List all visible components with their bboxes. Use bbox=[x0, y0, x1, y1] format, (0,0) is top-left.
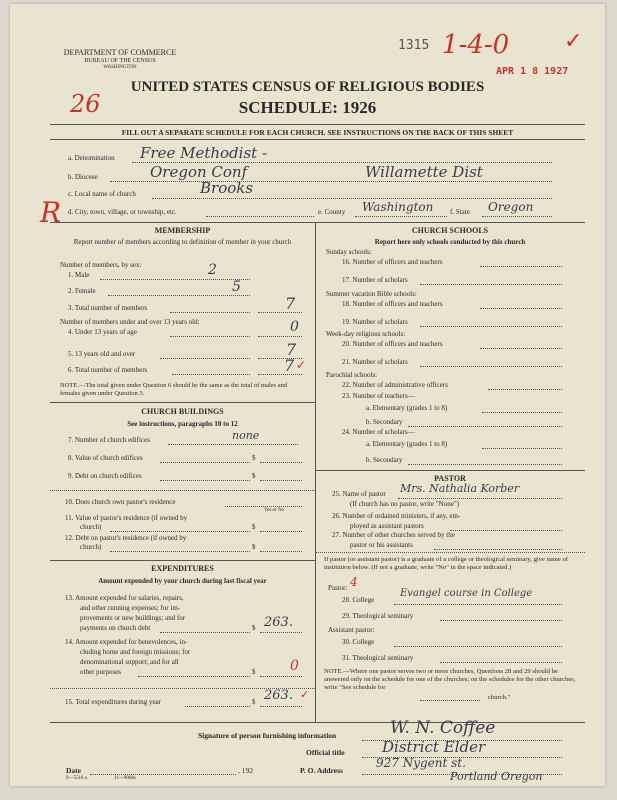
edifices-debt-label: 9. Debt on church edifices bbox=[68, 472, 142, 480]
expenditures-intro: Amount expended by your church during last fiscal year bbox=[98, 577, 267, 585]
membership-heading: MEMBERSHIP bbox=[154, 226, 211, 235]
instruction-banner: FILL OUT A SEPARATE SCHEDULE FOR EACH CHURCH. SEE INSTRUCTIONS ON THE BACK OF THIS SHEET bbox=[121, 128, 514, 137]
check-mark-icon: ✓ bbox=[564, 28, 583, 53]
teachers-elementary-label: a. Elementary (grades 1 to 8) bbox=[366, 404, 448, 412]
weekday-scholars-label: 21. Number of scholars bbox=[342, 358, 408, 366]
teachers-secondary-label: b. Secondary bbox=[366, 418, 403, 426]
official-title-value: District Elder bbox=[382, 738, 486, 756]
pastor-seminary-label: 29. Theological seminary bbox=[342, 612, 414, 620]
po-address-label: P. O. Address bbox=[300, 766, 343, 775]
file-number: 1-4-0 bbox=[442, 30, 510, 60]
membership-intro: Report number of members according to definition of member in your church bbox=[73, 238, 292, 246]
form-title: UNITED STATES CENSUS OF RELIGIOUS BODIES bbox=[130, 79, 485, 95]
pastor-heading: PASTOR bbox=[434, 474, 466, 483]
parochial-schools-label: Parochial schools: bbox=[326, 371, 378, 379]
pastor-name-label: 25. Name of pastor bbox=[332, 490, 386, 498]
city-town-label: d. City, town, village, or township, etc. bbox=[68, 208, 177, 216]
diocese-label: b. Diocese bbox=[68, 173, 98, 181]
edifices-value-label: 8. Value of church edifices bbox=[68, 454, 143, 462]
total-expenditures-label: 15. Total expenditures during year bbox=[65, 698, 161, 706]
scholars-elementary-label: a. Elementary (grades 1 to 8) bbox=[366, 440, 448, 448]
local-name-label: c. Local name of church bbox=[68, 190, 136, 198]
pastor-note: NOTE.—Where one pastor serves two or more churches, Questions 28 and 29 should be answered only on the schedule for one of the churches; on the schedules for the other churches, write "See schedule for bbox=[324, 668, 576, 691]
city-label: WASHINGTON bbox=[103, 65, 137, 70]
schools-heading: CHURCH SCHOOLS bbox=[411, 226, 489, 235]
scholars-label: 24. Number of scholars— bbox=[342, 428, 415, 436]
graduate-intro: If pastor (or assistant pastor) is a graduate of a college or theological seminary, give name of institution below. (If not a graduate, write "No" in the space indicated.) bbox=[324, 556, 569, 571]
members-by-age-label: Number of members under and over 13 years old: bbox=[60, 318, 200, 326]
edifices-count-value: none bbox=[232, 429, 260, 442]
margin-mark: R bbox=[40, 196, 62, 229]
po-address-city: Portland Oregon bbox=[450, 770, 543, 783]
date-label: Date bbox=[66, 766, 81, 775]
members-by-sex-label: Number of members, by sex: bbox=[60, 261, 142, 269]
under-13-label: 4. Under 13 years of age bbox=[68, 328, 137, 336]
total-expenditures-value: 263. bbox=[264, 688, 293, 703]
bureau-label: BUREAU OF THE CENSUS bbox=[84, 58, 156, 64]
residence-value-label: 11. Value of pastor's residence (if owned by bbox=[65, 514, 188, 522]
over-13-label: 5. 13 years old and over bbox=[68, 350, 136, 358]
department-label: DEPARTMENT OF COMMERCE bbox=[63, 48, 177, 57]
benevolences-label: 14. Amount expended for benevolences, in- bbox=[65, 638, 188, 646]
denomination-label: a. Denomination bbox=[68, 154, 115, 162]
census-schedule-sheet: DEPARTMENT OF COMMERCE BUREAU OF THE CENSUS WASHINGTON 1315 1-4-0 ✓ APR 1 8 1927 UNITED STATES CENSUS OF RELIGIOUS BODIES SCHEDULE: 1926 26 FILL OUT A SEPARATE SCHEDULE FOR EACH CHURCH. SEE INSTRUCTIONS ON THE BACK OF THIS SHEET R a. Denomination Free Methodist - b. Diocese Oregon Conf Willamette Dist c. Local name of church Brooks d. City, town, village, or township, etc. e. County Washington f. State Oregon MEMBERSHIP Report number of members according to definition of member in your church Number of members, by sex: 1. Male 2 2. Female 5 3. Total number of members 7 Number of members under and over 13 years old: 4. Under 13 years of age 0 5. 13 years old and over 7 6. Total number of members 7 ✓ NOTE.—The total given under Question 6 should be the same as the total of males and females given under Question 3. CHURCH BUILDINGS See instructions, paragraphs 10 to 12 7. Number of church edifices none 8. Value of church edifices $ 9. Debt on church edifices $ 10. Does church own pastor's residence Yes or No 11. Value of pastor's residence (if owned by church) $ 12. Debt on pastor's residence (if owned by church) $ EXPENDITURES Amount expended by your church during last fiscal year 13. Amount expended for salaries, repairs, and other running expenses; for im- provements or new buildings; and for payments on church debt $ 263. 14. Amount expended for benevolences, in- cluding home and foreign missions; for denominational support; and for all other purposes $ 0 15. Total expenditures during year $ 263. ✓ CHURCH SCHOOLS Report here only schools conducted by this church Sunday schools: 16. Number of officers and teachers 17. Number of scholars Summer vacation Bible schools: 18. Number of officers and teachers 19. Number of scholars Week-day religious schools: 20. Number of officers and teachers 21. Number of scholars Parochial schools: 22. Number of administrative officers 23. Number of teachers— a. Elementary (grades 1 to 8) b. Secondary 24. Number of scholars— a. Elementary (grades 1 to 8) b. Secondary PASTOR 25. Name of pastor Mrs. Nathalia Korber (If church has no pastor, write "None") 26. Number of ordained ministers, if any, em- ployed as assistant pastors 27. Number of other churches served by the pastor or his assistants If pastor (or assistant pastor) is a graduate of a college or theological seminary, give name of institution below. (If not a graduate, write "No" in the space indicated.) Pastor: 4 28. College Evangel course in College 29. Theological seminary Assistant pastor: 30. College 31. Theological seminary NOTE.—Where one pastor serves two or more churches, Questions 28 and 29 should be answered only on the schedule for one of the churches; on the schedules for the other churches, write "See schedule for church." Signature of person furnishing information W. N. Coffee Official title District Elder Date , 192 P. O. Address 927 Nygent st. Portland Oregon 9—5518 a 11—9068s bbox=[10, 4, 605, 786]
total-members-sex-label: 3. Total number of members bbox=[68, 304, 148, 312]
residence-debt-label: 12. Debt on pastor's residence (if owned by bbox=[65, 534, 187, 542]
received-date-stamp: APR 1 8 1927 bbox=[496, 66, 569, 77]
total-members-label: 6. Total number of members bbox=[68, 366, 148, 374]
pastor-sub-label: Pastor: bbox=[328, 584, 348, 592]
female-value: 5 bbox=[232, 279, 241, 295]
diocese-value: Oregon Conf bbox=[150, 163, 248, 181]
summer-officers-label: 18. Number of officers and teachers bbox=[342, 300, 443, 308]
male-label: 1. Male bbox=[68, 271, 90, 279]
total-members-value: 7 bbox=[284, 356, 295, 375]
teachers-label: 23. Number of teachers— bbox=[342, 392, 415, 400]
buildings-sub: See instructions, paragraphs 10 to 12 bbox=[127, 420, 238, 428]
running-expenses-value: 263. bbox=[264, 615, 293, 630]
no-pastor-hint: (If church has no pastor, write "None") bbox=[350, 500, 460, 508]
po-address-value: 927 Nygent st. bbox=[376, 756, 466, 770]
weekday-schools-label: Week-day religious schools: bbox=[326, 330, 406, 338]
summer-schools-label: Summer vacation Bible schools: bbox=[326, 290, 417, 298]
margin-number: 26 bbox=[70, 90, 101, 118]
form-number: 9—5518 a bbox=[66, 776, 87, 781]
denomination-value: Free Methodist - bbox=[140, 144, 268, 162]
female-label: 2. Female bbox=[68, 287, 96, 295]
male-value: 2 bbox=[208, 262, 217, 278]
county-label: e. County bbox=[318, 208, 346, 216]
pastor-college-value: Evangel course in College bbox=[400, 588, 533, 599]
total-expenditures-check-icon: ✓ bbox=[300, 689, 310, 701]
total-check-icon: ✓ bbox=[296, 358, 307, 372]
pastor-name-value: Mrs. Nathalia Korber bbox=[400, 482, 520, 495]
schools-intro: Report here only schools conducted by this church bbox=[374, 238, 526, 246]
admin-officers-label: 22. Number of administrative officers bbox=[342, 381, 448, 389]
official-title-label: Official title bbox=[306, 748, 345, 757]
assistant-seminary-label: 31. Theological seminary bbox=[342, 654, 414, 662]
pastor-college-label: 28. College bbox=[342, 596, 375, 604]
benevolences-value: 0 bbox=[290, 658, 299, 674]
total-members-sex-value: 7 bbox=[285, 294, 296, 313]
state-value: Oregon bbox=[488, 200, 534, 214]
yes-no-hint: Yes or No bbox=[264, 508, 285, 513]
signature-label: Signature of person furnishing information bbox=[198, 731, 337, 740]
sunday-schools-label: Sunday schools: bbox=[326, 248, 372, 256]
print-number: 11—9068s bbox=[114, 776, 136, 781]
summer-scholars-label: 19. Number of scholars bbox=[342, 318, 408, 326]
over-13-value: 7 bbox=[286, 340, 297, 359]
owns-residence-label: 10. Does church own pastor's residence bbox=[65, 498, 176, 506]
sunday-scholars-label: 17. Number of scholars bbox=[342, 276, 408, 284]
running-expenses-label: 13. Amount expended for salaries, repairs, bbox=[65, 594, 184, 602]
serial-number: 1315 bbox=[398, 38, 430, 53]
signature-value: W. N. Coffee bbox=[390, 718, 496, 738]
scholars-secondary-label: b. Secondary bbox=[366, 456, 403, 464]
form-subtitle: SCHEDULE: 1926 bbox=[238, 98, 377, 117]
expenditures-heading: EXPENDITURES bbox=[151, 564, 214, 573]
ordained-ministers-label: 26. Number of ordained ministers, if any, em- bbox=[332, 512, 461, 520]
county-value: Washington bbox=[362, 200, 434, 214]
state-label: f. State bbox=[450, 208, 470, 216]
membership-note: NOTE.—The total given under Question 6 should be the same as the total of males and females given under Question 3. bbox=[60, 382, 288, 397]
sunday-officers-label: 16. Number of officers and teachers bbox=[342, 258, 443, 266]
assistant-pastor-label: Assistant pastor: bbox=[328, 626, 375, 634]
buildings-heading: CHURCH BUILDINGS bbox=[141, 407, 224, 416]
other-churches-label: 27. Number of other churches served by the bbox=[332, 531, 455, 539]
edifices-count-label: 7. Number of church edifices bbox=[68, 436, 150, 444]
assistant-college-label: 30. College bbox=[342, 638, 375, 646]
district-value: Willamette Dist bbox=[365, 163, 483, 181]
under-13-value: 0 bbox=[290, 319, 299, 335]
pastor-mark: 4 bbox=[350, 575, 358, 589]
weekday-officers-label: 20. Number of officers and teachers bbox=[342, 340, 443, 348]
local-name-value: Brooks bbox=[200, 179, 254, 197]
